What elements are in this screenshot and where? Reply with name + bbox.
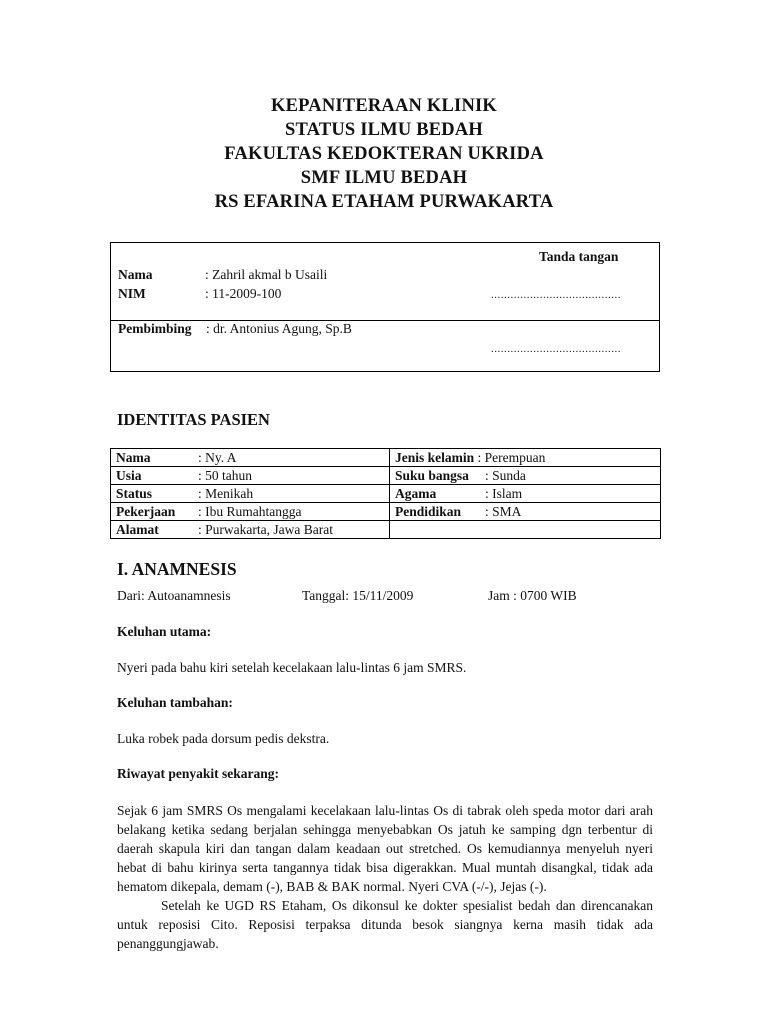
field-label: Pendidikan [395, 504, 462, 519]
field-label: Suku bangsa [395, 468, 469, 483]
header-line-4: SMF ILMU BEDAH [300, 168, 468, 188]
table-row [111, 521, 661, 539]
field-value: : SMA [485, 504, 522, 519]
student-info-box [110, 242, 660, 372]
patient-identity-table [110, 448, 661, 539]
field-label: Nama [116, 450, 151, 465]
student-nim-label: NIM [118, 286, 146, 301]
anamnesis-time: Jam : 0700 WIB [488, 588, 577, 603]
chief-complaint-text: Nyeri pada bahu kiri setelah kecelakaan lalu-lintas 6 jam SMRS. [117, 660, 467, 675]
history-label: Riwayat penyakit sekarang: [117, 766, 280, 781]
anamnesis-section-title: I. ANAMNESIS [117, 559, 237, 579]
header-line-3: FAKULTAS KEDOKTERAN UKRIDA [224, 144, 544, 164]
table-cell [111, 521, 390, 539]
field-label: Status [116, 486, 153, 501]
supervisor-label: Pembimbing [118, 321, 192, 336]
signature-line-2: ........................................ [491, 343, 621, 355]
history-paragraphs [117, 801, 653, 953]
document-header [0, 94, 768, 214]
student-nim-value: : 11-2009-100 [205, 286, 282, 301]
table-row [111, 485, 661, 503]
table-cell [390, 503, 661, 521]
field-label: Alamat [116, 522, 159, 537]
box-divider [111, 320, 659, 321]
history-paragraph-1: Sejak 6 jam SMRS Os mengalami kecelakaan lalu-lintas Os di tabrak oleh speda motor dari arah belakang ketika sedang berjalan sehingga menyebabkan Os jatuh ke samping dgn terbentur di daerah skapula kiri dan tangan dalam keadaan out stretched. Os kemudiannya menyeluh nyeri hebat di bahu kirinya serta tangannya tidak bisa digerakkan. Mual muntah disangkal, tidak ada hematom dikepala, demam (-), BAB & BAK normal. Nyeri CVA (-/-), Jejas (-). [117, 803, 653, 894]
table-cell [390, 467, 661, 485]
table-cell [111, 467, 390, 485]
table-row [111, 467, 661, 485]
supervisor-value: : dr. Antonius Agung, Sp.B [206, 321, 352, 336]
field-value: : Islam [485, 486, 523, 501]
signature-line-1: ........................................ [491, 289, 621, 301]
student-name-label: Nama [118, 267, 153, 282]
header-line-2: STATUS ILMU BEDAH [284, 120, 484, 140]
field-label: Jenis kelamin [395, 450, 475, 465]
field-value: : Ibu Rumahtangga [198, 504, 302, 519]
field-value: : Menikah [198, 486, 254, 501]
field-label: Pekerjaan [116, 504, 176, 519]
identity-section-title: IDENTITAS PASIEN [117, 410, 270, 429]
table-cell [111, 485, 390, 503]
field-value: : Perempuan [477, 450, 546, 465]
table-cell [390, 485, 661, 503]
table-cell [111, 449, 390, 467]
table-cell [111, 503, 390, 521]
table-cell [390, 521, 661, 539]
additional-complaint-text: Luka robek pada dorsum pedis dekstra. [117, 731, 330, 746]
anamnesis-date: Tanggal: 15/11/2009 [302, 588, 414, 603]
student-name-value: : Zahril akmal b Usaili [205, 267, 328, 282]
table-cell [390, 449, 661, 467]
signature-label: Tanda tangan [539, 249, 619, 264]
history-paragraph-2: Setelah ke UGD RS Etaham, Os dikonsul ke dokter spesialist bedah dan direncanakan untuk reposisi Cito. Reposisi terpaksa ditunda besok siangnya kerna masih tidak ada penanggungjawab. [117, 898, 653, 951]
field-value: : 50 tahun [198, 468, 252, 483]
chief-complaint-label: Keluhan utama: [117, 624, 212, 639]
anamnesis-source: Dari: Autoanamnesis [117, 588, 231, 603]
field-value: : Ny. A [198, 450, 237, 465]
field-label: Agama [395, 486, 437, 501]
field-label: Usia [116, 468, 142, 483]
additional-complaint-label: Keluhan tambahan: [117, 695, 233, 710]
field-value: : Purwakarta, Jawa Barat [198, 522, 333, 537]
table-row [111, 503, 661, 521]
header-line-1: KEPANITERAAN KLINIK [271, 96, 497, 116]
field-value: : Sunda [485, 468, 526, 483]
header-line-5: RS EFARINA ETAHAM PURWAKARTA [214, 192, 554, 212]
table-row [111, 449, 661, 467]
